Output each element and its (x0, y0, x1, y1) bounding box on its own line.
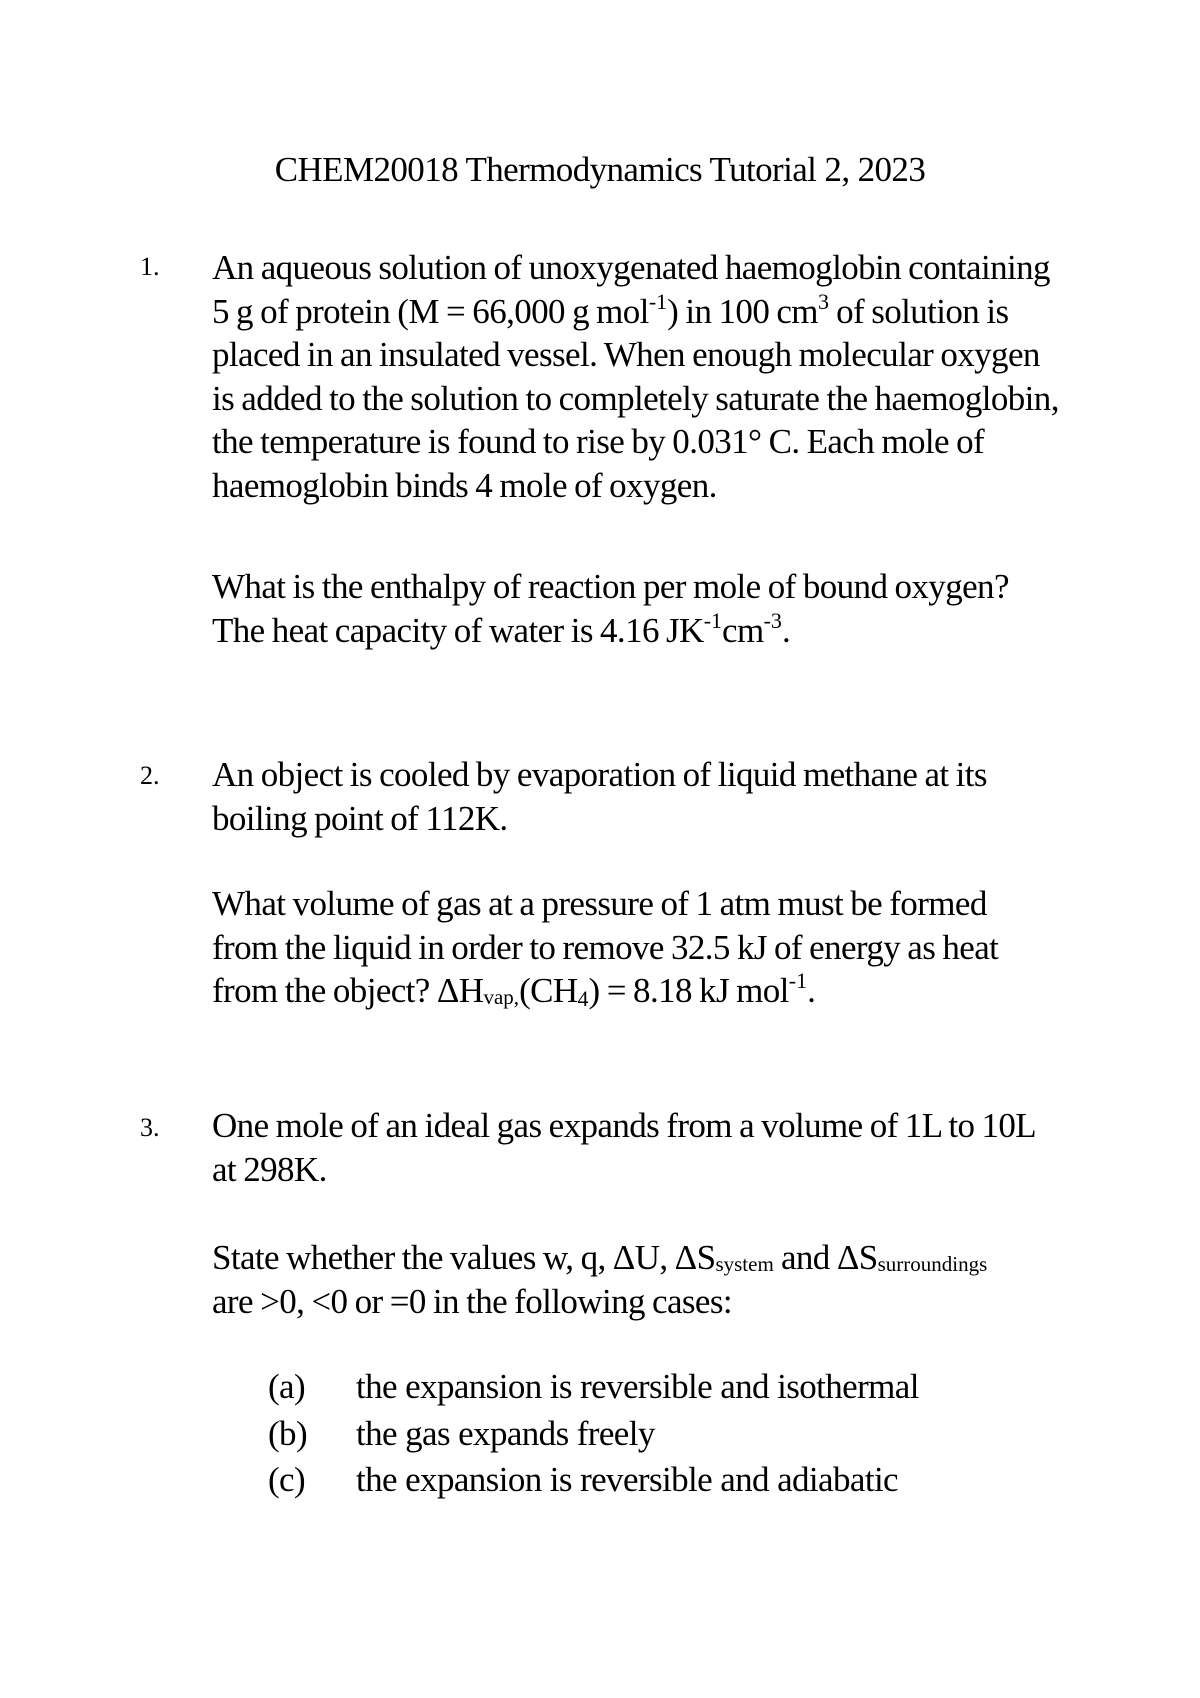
case-b-label: (b) (268, 1414, 308, 1453)
question-1-number: 1. (140, 252, 160, 281)
question-3-number: 3. (140, 1113, 160, 1142)
q3-instruction-line-2: are >0, <0 or =0 in the following cases: (212, 1281, 733, 1321)
q1-line-3: placed in an insulated vessel. When enough molecular oxygen (212, 335, 1040, 374)
q1-line-4: is added to the solution to completely saturate the haemoglobin, (212, 378, 1059, 418)
q2-line-1: An object is cooled by evaporation of liquid methane at its (212, 755, 987, 794)
q3-instruction-line-1: State whether the values w, q, ΔU, ΔSsystem and ΔSsurroundings (212, 1238, 988, 1277)
q1-line-1: An aqueous solution of unoxygenated haemoglobin containing (212, 248, 1050, 287)
q3-line-2: at 298K. (212, 1149, 327, 1189)
q2-line-2: boiling point of 112K. (212, 798, 508, 838)
question-1-paragraph-2 (212, 565, 1172, 652)
page-title: CHEM20018 Thermodynamics Tutorial 2, 2023 (274, 150, 926, 189)
q3-line-1: One mole of an ideal gas expands from a volume of 1L to 10L (212, 1106, 1037, 1145)
case-b-text: the gas expands freely (356, 1414, 655, 1453)
q1-line-2: 5 g of protein (M = 66,000 g mol$^{-1}$) in 100 $cm^3$ of solution is (212, 288, 1009, 331)
question-2-paragraph-1 (212, 753, 1172, 840)
q1-line-5: the temperature is found to rise by 0.031° C. Each mole of (212, 422, 985, 461)
question-2-paragraph-2 (212, 882, 1172, 1013)
q2-question-line-2: from the liquid in order to remove 32.5 kJ of energy as heat (212, 927, 999, 967)
question-3-paragraph-2 (212, 1236, 1172, 1323)
case-a-label: (a) (268, 1367, 306, 1406)
question-3-paragraph-1 (212, 1104, 1172, 1191)
question-1-paragraph-1 (212, 246, 1172, 507)
q1-question-line: What is the enthalpy of reaction per mole of bound oxygen? (212, 567, 1009, 606)
case-c-text: the expansion is reversible and adiabatic (356, 1460, 898, 1499)
case-a-text: the expansion is reversible and isothermal (356, 1367, 919, 1406)
q2-question-line-1: What volume of gas at a pressure of 1 atm must be formed (212, 884, 987, 923)
q1-line-6: haemoglobin binds 4 mole of oxygen. (212, 465, 717, 505)
case-c-label: (c) (268, 1460, 306, 1499)
q2-question-line-3: from the object? ΔHvap,(CH4) = 8.18 kJ mol$^{-1}$. (212, 968, 816, 1011)
question-2-number: 2. (140, 761, 160, 790)
q1-heat-capacity-line: The heat capacity of water is 4.16 $JK^{-1}cm^{-3}$. (212, 607, 791, 650)
